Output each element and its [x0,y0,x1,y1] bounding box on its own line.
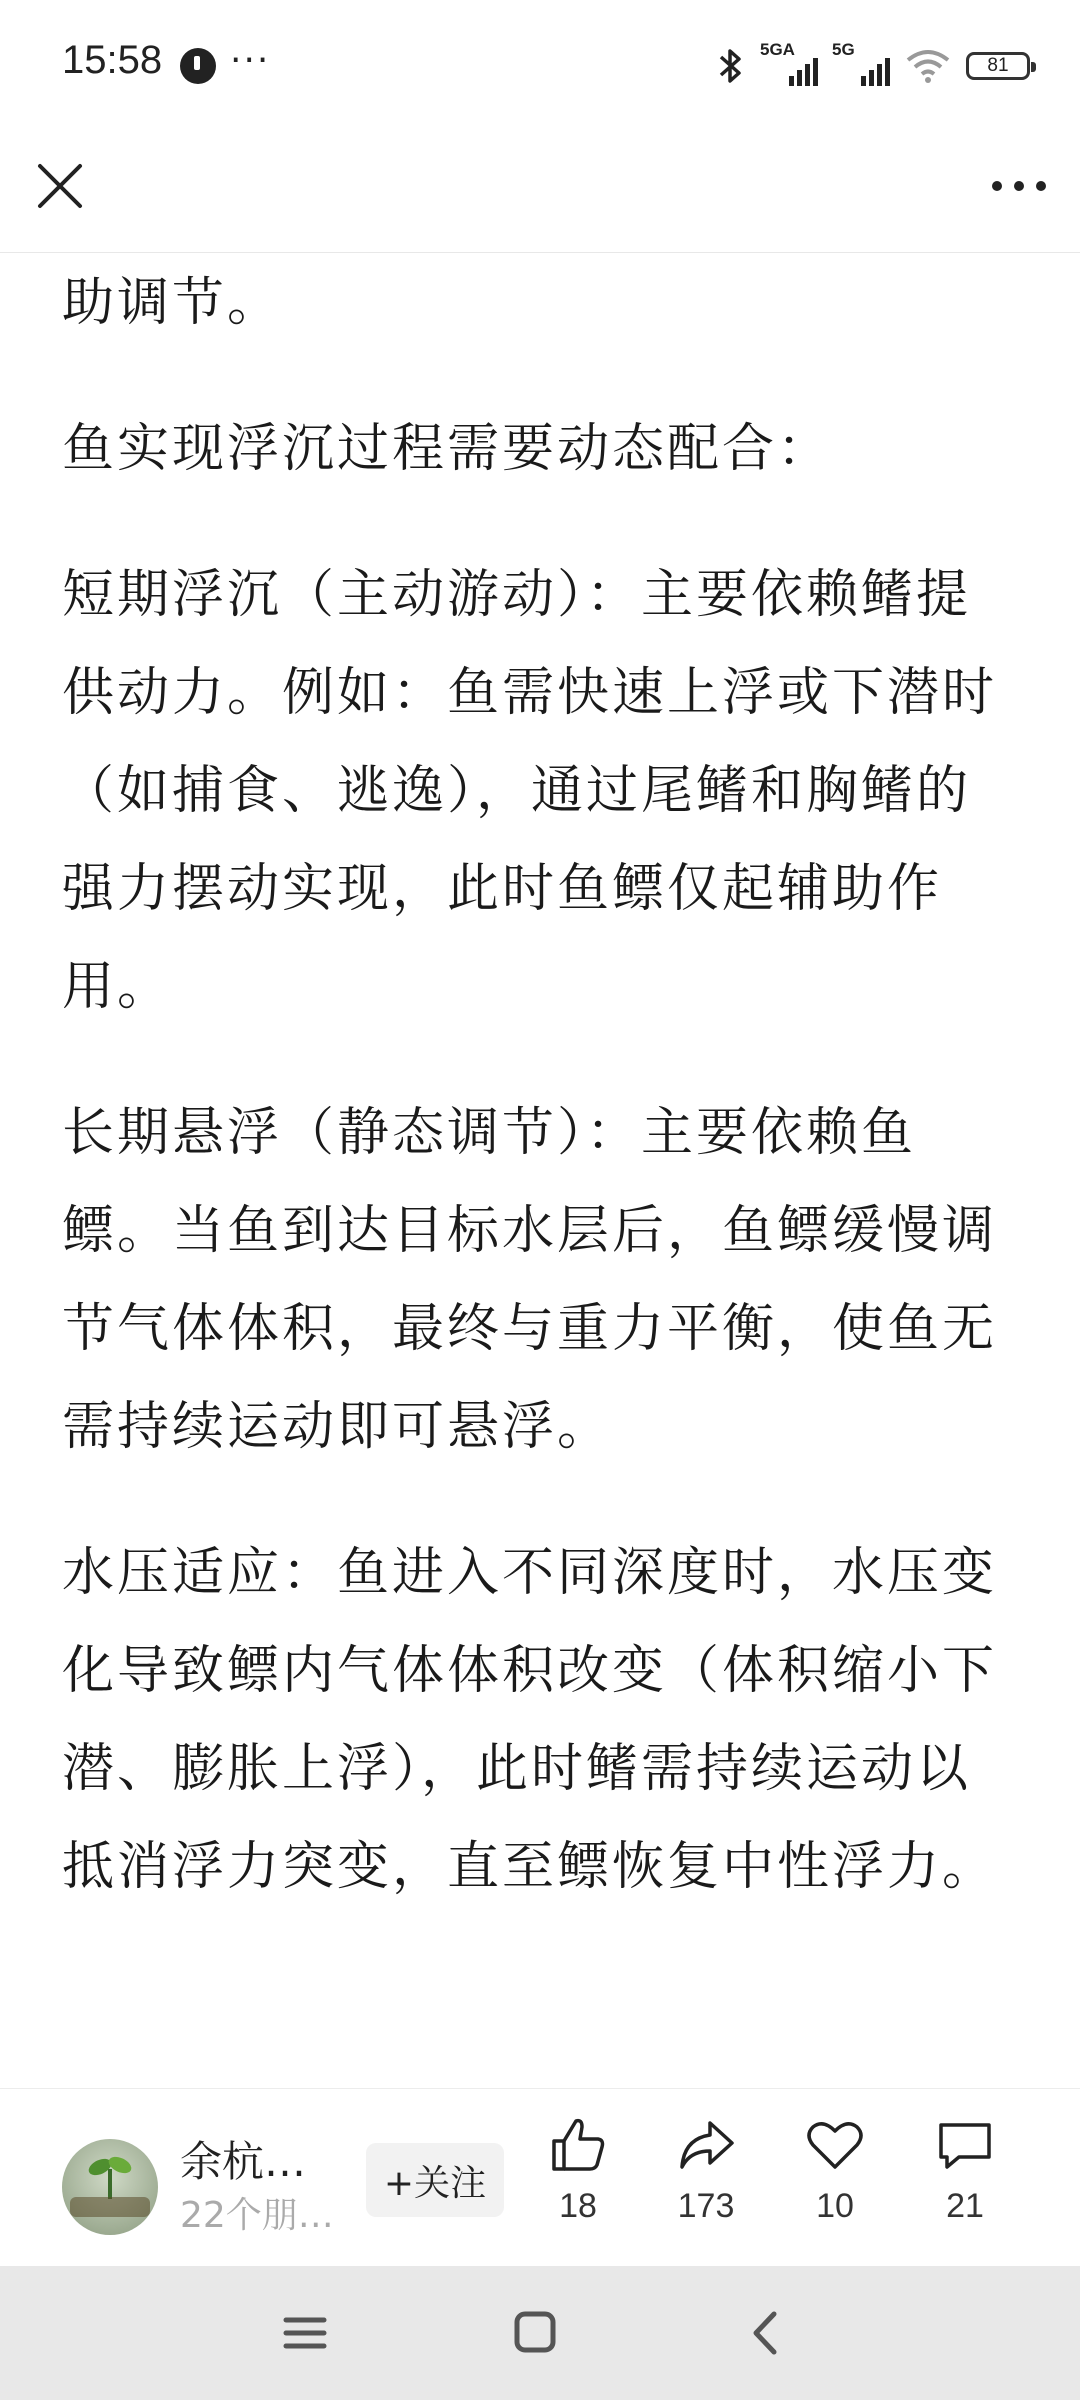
author-name[interactable]: 余杭… [180,2137,307,2186]
bottom-action-bar [0,2088,1080,2267]
menu-icon[interactable] [270,2300,340,2366]
status-icons [716,42,1030,90]
sim2-label: 5G [832,40,855,59]
bluetooth-icon [716,46,746,86]
heart-icon [803,2113,867,2177]
comment-icon [933,2113,997,2177]
favorite-count: 10 [816,2187,854,2225]
signal-icon [760,40,818,86]
top-nav-header [0,130,1080,253]
wifi-icon [904,46,952,86]
app-notification-icon [180,48,216,84]
avatar[interactable] [62,2139,158,2235]
article-paragraph: 鱼实现浮沉过程需要动态配合： [62,419,833,479]
battery-icon [966,52,1030,80]
comment-button[interactable] [910,2113,1020,2263]
status-bar [0,0,1080,130]
signal-icon-2 [832,40,890,86]
home-icon[interactable] [500,2300,570,2366]
sim1-label: 5GA [760,40,795,59]
comment-count: 21 [946,2187,984,2225]
share-count: 173 [677,2187,735,2225]
thumbs-up-icon [546,2113,610,2177]
avatar-logo-icon [62,2139,158,2235]
favorite-button[interactable] [780,2113,890,2263]
back-icon[interactable] [730,2300,800,2366]
more-horizontal-icon[interactable] [984,156,1054,216]
system-nav-bar [0,2266,1080,2400]
article-paragraph: 短期浮沉（主动游动）：主要依赖鳍提供动力。例如：鱼需快速上浮或下潜时（如捕食、逃逸），通过尾鳍和胸鳍的强力摆动实现，此时鱼鳔仅起辅助作用。 [62,565,998,1017]
share-button[interactable] [651,2113,761,2263]
author-subtitle: 22个朋… [180,2195,334,2236]
status-more-indicator: ··· [230,40,271,81]
follow-button[interactable]: +关注 [366,2143,504,2217]
like-count: 18 [559,2187,597,2225]
article-paragraph: 水压适应：鱼进入不同深度时，水压变化导致鳔内气体体积改变（体积缩小下潜、膨胀上浮），此时鳍需持续运动以抵消浮力突变，直至鳔恢复中性浮力。 [62,1543,998,1897]
share-icon [674,2113,738,2177]
like-button[interactable] [523,2113,633,2263]
article-paragraph: 助调节。 [62,273,283,333]
close-icon[interactable] [30,156,90,216]
battery-level: 81 [987,55,1009,76]
status-time: 15:58 [62,38,163,82]
article-paragraph: 长期悬浮（静态调节）：主要依赖鱼鳔。当鱼到达目标水层后，鱼鳔缓慢调节气体体积，最终与重力平衡，使鱼无需持续运动即可悬浮。 [62,1103,998,1457]
article-body [62,254,1022,2084]
